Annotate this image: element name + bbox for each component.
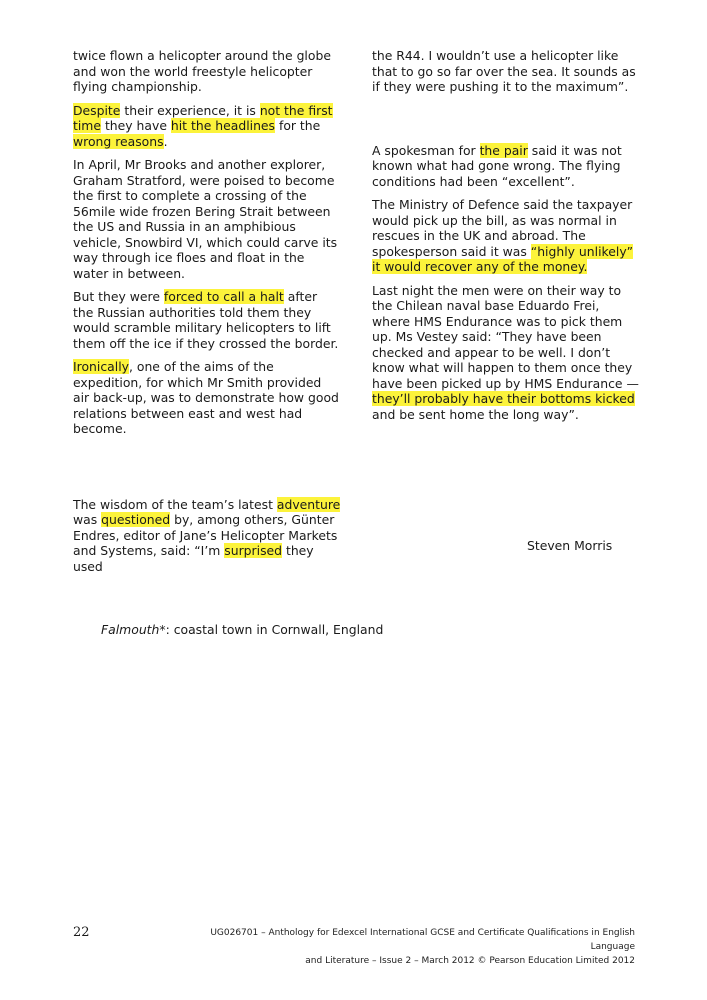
text-run: In April, Mr Brooks and another explorer, Graham Stratford, were poised to become the first to complete a crossing of the 56mile wide frozen Bering Strait between the US and Russia in an amphibious vehicle, Snowbird VI, which could carve its way through ice floes and float in the water in between. (73, 157, 338, 281)
highlighted-phrase: the pair (479, 142, 528, 158)
paragraph (372, 48, 640, 95)
highlighted-phrase: Ironically (73, 359, 129, 374)
footer-line: UG026701 – Anthology for Edexcel International GCSE and Certificate Qualifications in English Language (210, 928, 635, 952)
highlighted-phrase: adventure (276, 496, 341, 512)
highlighted-phrase: wrong reasons (73, 133, 164, 149)
text-run: after the Russian authorities told them they would scramble military helicopters to lift them off the ice if they crossed the border. (73, 289, 339, 351)
footer-line: and Literature – Issue 2 – March 2012 © Pearson Education Limited 2012 (305, 956, 635, 966)
highlighted-phrase: hit the headlines (170, 118, 276, 133)
text-run: they used (73, 543, 314, 574)
paragraph (372, 143, 640, 190)
highlighted-phrase: surprised (224, 543, 283, 558)
highlighted-phrase: not the first time (73, 102, 333, 133)
highlighted-phrase: forced to call a halt (163, 289, 284, 304)
paragraph (73, 289, 341, 351)
paragraph (73, 359, 341, 437)
text-run: But they were (73, 289, 164, 304)
text-run: A spokesman for (372, 142, 480, 158)
column-gap (73, 445, 341, 497)
text-run: and be sent home the long way”. (372, 406, 579, 422)
paragraph (73, 103, 341, 150)
text-run: The Ministry of Defence said the taxpayer would pick up the bill, as was normal in rescues in the UK and abroad. The spokesperson said it was (372, 197, 633, 259)
text-run: for the (275, 118, 321, 133)
paragraph (372, 197, 640, 275)
text-run: Last night the men were on their way to the Chilean naval base Eduardo Frei, where HMS Endurance was to pick them up. Ms Vestey said: “They have been checked and appear to be well. I don’t know what will happen to them once they have been picked up by HMS Endurance — (372, 282, 639, 391)
text-run: their experience, it is (120, 102, 260, 118)
paragraph (73, 497, 341, 575)
highlighted-phrase: Despite (73, 102, 121, 118)
column-gap (372, 103, 640, 143)
highlighted-phrase: “highly unlikely” it would recover any of the money. (372, 243, 634, 274)
text-run: said it was not known what had gone wrong. The flying conditions had been “excellent”. (372, 142, 622, 189)
author-byline: Steven Morris (527, 538, 613, 553)
article-column-right (372, 48, 640, 430)
highlighted-phrase: questioned (101, 512, 171, 527)
footnote (101, 622, 383, 637)
text-run: by, among others, Günter Endres, editor of Jane’s Helicopter Markets and Systems, said: “I’m (73, 512, 338, 558)
page-number: 22 (73, 925, 90, 940)
text-run: . (163, 133, 168, 149)
highlighted-phrase: they’ll probably have their bottoms kicked (372, 391, 635, 406)
footnote-term: Falmouth (101, 622, 160, 637)
paragraph (372, 283, 640, 423)
paragraph (73, 157, 341, 281)
page-footer (175, 926, 635, 968)
text-run: the R44. I wouldn’t use a helicopter like that to go so far over the sea. It sounds as if they were pushing it to the maximum”. (372, 48, 636, 94)
text-run: was (73, 512, 102, 527)
article-column-left (73, 48, 341, 582)
paragraph (73, 48, 341, 95)
text-run: The wisdom of the team’s latest (73, 496, 277, 512)
text-run: , one of the aims of the expedition, for which Mr Smith provided air back-up, was to demonstrate how good relations between east and west had become. (73, 359, 339, 436)
text-run: they have (101, 118, 171, 133)
text-run: twice flown a helicopter around the globe and won the world freestyle helicopter flying championship. (73, 48, 331, 94)
footnote-text: *: coastal town in Cornwall, England (159, 622, 384, 637)
